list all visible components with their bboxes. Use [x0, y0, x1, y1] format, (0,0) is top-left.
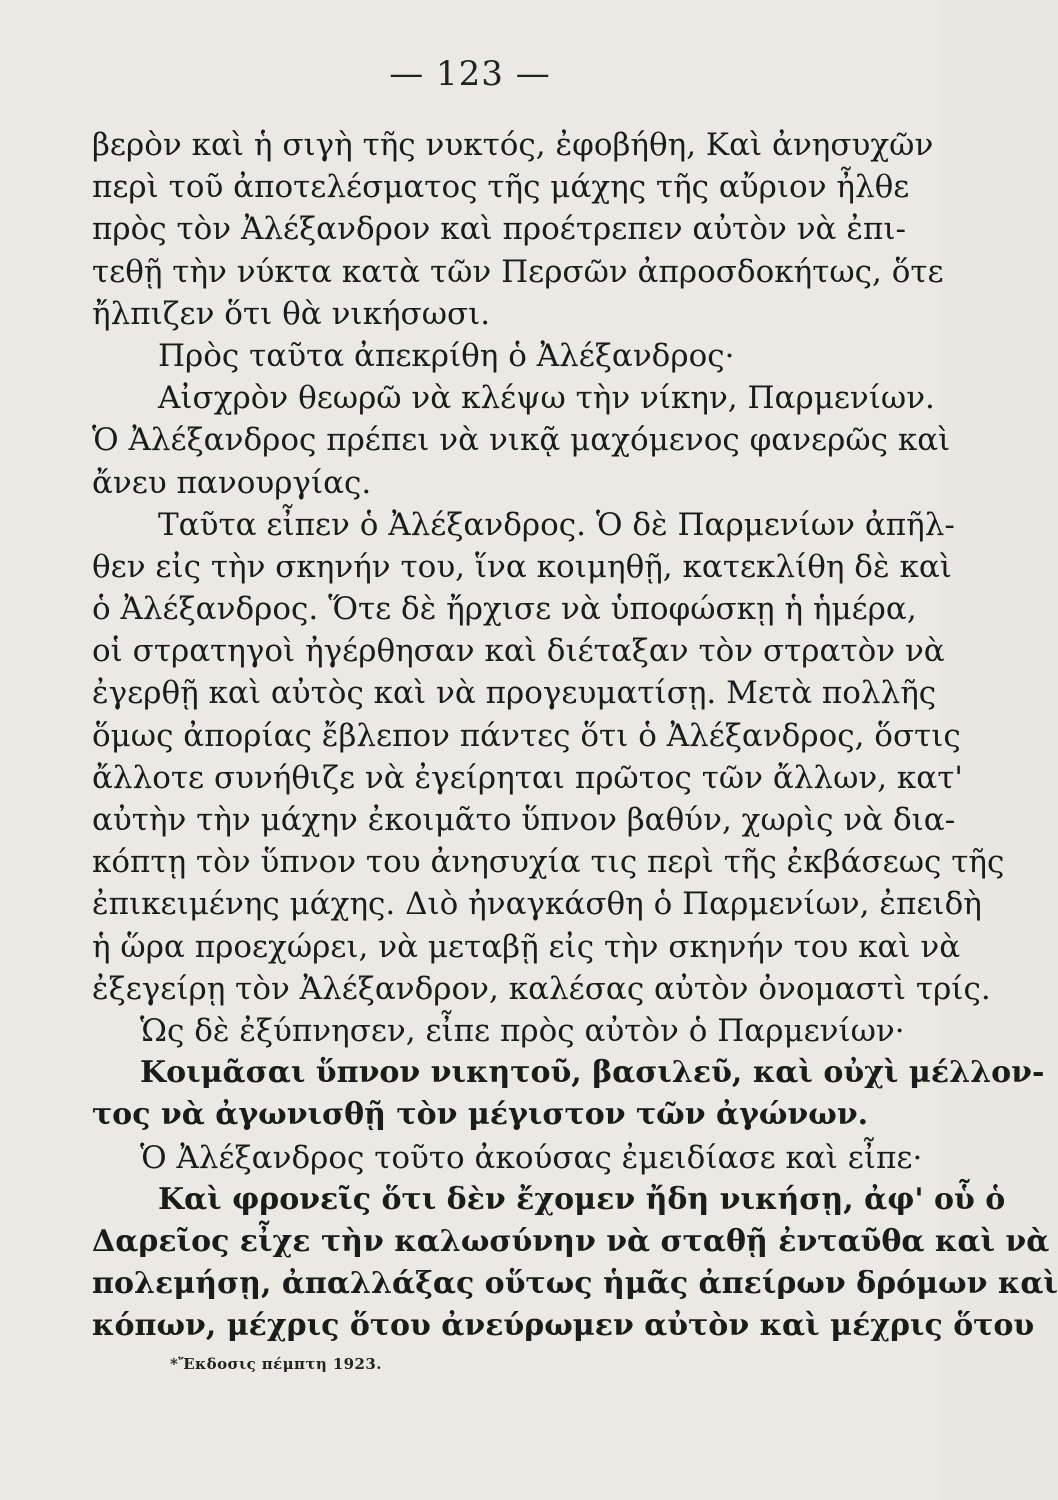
text-line: Ὁ Ἀλέξανδρος τοῦτο ἀκούσας ἐμειδίασε καὶ εἶπε· [140, 1139, 923, 1176]
text-line: Καὶ φρονεῖς ὅτι δὲν ἔχομεν ἤδη νικήσῃ, ἀφ' οὗ ὁ [158, 1181, 1006, 1217]
text-line: κόπων, μέχρις ὅτου ἀνεύρωμεν αὐτὸν καὶ μέχρις ὅτου [92, 1308, 1035, 1344]
body-text [92, 124, 1058, 1347]
text-line: Αἰσχρὸν θεωρῶ νὰ κλέψω τὴν νίκην, Παρμενίων. [158, 380, 935, 417]
text-line: αὐτὴν τὴν μάχην ἐκοιμᾶτο ὕπνον βαθύν, χωρὶς νὰ δια- [92, 802, 956, 838]
text-line: ἐπικειμένης μάχης. Διὸ ἠναγκάσθη ὁ Παρμενίων, ἐπειδὴ [92, 886, 982, 923]
page-number: — 123 — [389, 54, 551, 94]
text-line: Ὁ Ἀλέξανδρος πρέπει νὰ νικᾷ μαχόμενος φανερῶς καὶ [92, 422, 951, 459]
text-line: ἤλπιζεν ὅτι θὰ νικήσωσι. [92, 295, 491, 332]
text-line: ἡ ὥρα προεχώρει, νὰ μεταβῇ εἰς τὴν σκηνήν του καὶ νὰ [92, 928, 961, 965]
text-line: Πρὸς ταῦτα ἀπεκρίθη ὁ Ἀλέξανδρος· [158, 337, 735, 374]
text-line: οἱ στρατηγοὶ ἠγέρθησαν καὶ διέταξαν τὸν στρατὸν νὰ [92, 633, 945, 670]
text-line: ἐγερθῇ καὶ αὐτὸς καὶ νὰ προγευματίσῃ. Μετὰ πολλῆς [92, 675, 937, 712]
text-line: Δαρεῖος εἶχε τὴν καλωσύνην νὰ σταθῇ ἐνταῦθα καὶ νὰ [92, 1223, 1050, 1259]
edition-footnote: *Ἔκδοσις πέμπτη 1923. [170, 1355, 382, 1373]
text-line: ὁ Ἀλέξανδρος. Ὅτε δὲ ἤρχισε νὰ ὑποφώσκῃ ἡ ἡμέρα, [92, 591, 917, 628]
text-line: τος νὰ ἀγωνισθῇ τὸν μέγιστον τῶν ἀγώνων. [92, 1097, 869, 1133]
text-line: Κοιμᾶσαι ὕπνον νικητοῦ, βασιλεῦ, καὶ οὐχὶ μέλλον- [140, 1055, 1045, 1091]
text-line: πολεμήσῃ, ἀπαλλάξας οὕτως ἡμᾶς ἀπείρων δρόμων καὶ [92, 1266, 1058, 1302]
text-line: βερὸν καὶ ἡ σιγὴ τῆς νυκτός, ἐφοβήθη, Καὶ ἀνησυχῶν [92, 127, 934, 163]
text-line: κόπτῃ τὸν ὕπνον του ἀνησυχία τις περὶ τῆς ἐκβάσεως τῆς [92, 844, 1005, 881]
text-line: πρὸς τὸν Ἀλέξανδρον καὶ προέτρεπεν αὐτὸν νὰ ἐπι- [92, 211, 906, 248]
text-line: τεθῇ τὴν νύκτα κατὰ τῶν Περσῶν ἀπροσδοκήτως, ὅτε [92, 253, 944, 290]
text-line: ἐξεγείρῃ τὸν Ἀλέξανδρον, καλέσας αὐτὸν ὀνομαστὶ τρίς. [92, 970, 991, 1007]
text-line: Ταῦτα εἶπεν ὁ Ἀλέξανδρος. Ὁ δὲ Παρμενίων ἀπῆλ- [158, 506, 955, 543]
text-line: θεν εἰς τὴν σκηνήν του, ἵνα κοιμηθῇ, κατεκλίθη δὲ καὶ [92, 548, 952, 585]
text-line: ἄλλοτε συνήθιζε νὰ ἐγείρηται πρῶτος τῶν ἄλλων, κατ' [92, 759, 963, 796]
text-line: περὶ τοῦ ἀποτελέσματος τῆς μάχης τῆς αὔριον ἦλθε [92, 169, 910, 206]
text-line: ὅμως ἀπορίας ἔβλεπον πάντες ὅτι ὁ Ἀλέξανδρος, ὅστις [92, 717, 961, 754]
text-line: Ὡς δὲ ἐξύπνησεν, εἶπε πρὸς αὐτὸν ὁ Παρμενίων· [140, 1012, 905, 1049]
text-line: ἄνευ πανουργίας. [92, 464, 372, 501]
